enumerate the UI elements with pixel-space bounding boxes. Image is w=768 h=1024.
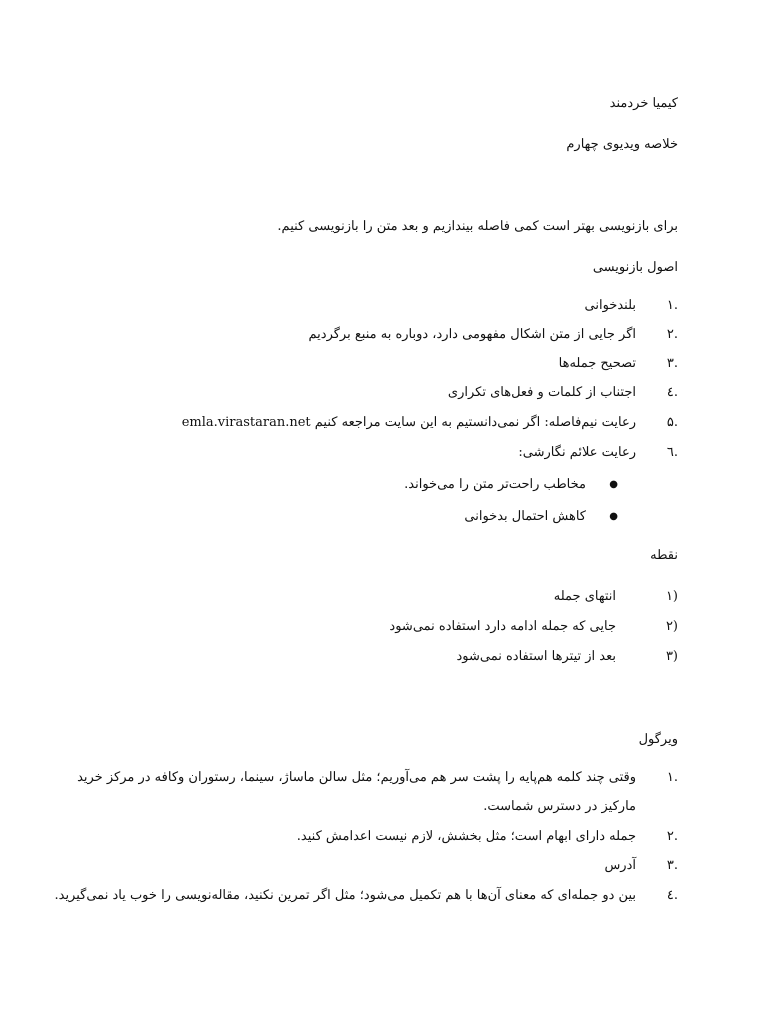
document-page: کیمیا خردمند خلاصه ویدیوی چهارم برای بازنویسی بهتر است کمی فاصله بیندازیم و بعد متن را بازنویسی کنیم. اصول بازنویسی .۱ بلندخوانی .۲ اگر جایی از متن اشکال مفهومی دارد، دوباره به منبع برگردیم .۳ تصحیح جمله‌ها .٤ اجتناب از کلمات و فعل‌های تکراری .۵ رعایت نیم‌فاصله: اگر نمی‌دانستیم به این سایت مراجعه کنیم emla.virastaran.net .٦ رعایت علائم نگارشی: ● مخاطب راحت‌تر متن را می‌خواند. ● کاهش احتمال بدخوانی نقطه (۱ انتهای جمله (۲ جایی که جمله ادامه دارد استفاده نمی‌شود (۳ بعد از تیترها استفاده نمی‌شود ویرگول .۱ وقتی چند کلمه هم‌پایه را پشت سر هم می‌آوریم؛ مثل سالن ماساژ، سینما، رستوران وکافه در مرکز خرید مارکیز در دسترس شماست. .۲ جمله دارای ابهام است؛ مثل بخشش، لازم نیست اعدامش کنید. .۳ آدرس .٤ بین دو جمله‌ای که معنای آن‌ها با هم تکمیل می‌شود؛ مثل اگر تمرین نکنید، مقاله‌نویسی را خوب یاد نمی‌گیرید. bbox=[54, 96, 678, 903]
bullet-icon: ● bbox=[609, 479, 618, 490]
document-subtitle: خلاصه ویدیوی چهارم bbox=[566, 137, 678, 152]
half-space-text: رعایت نیم‌فاصله: اگر نمی‌دانستیم به این سایت مراجعه کنیم bbox=[314, 415, 636, 430]
list-item: .۱ وقتی چند کلمه هم‌پایه را پشت سر هم می‌آوریم؛ مثل سالن ماساژ، سینما، رستوران وکافه در مرکز خرید مارکیز در دسترس شماست. bbox=[77, 770, 678, 814]
comma-heading: ویرگول bbox=[638, 732, 678, 747]
principles-heading: اصول بازنویسی bbox=[592, 260, 678, 275]
intro-paragraph: برای بازنویسی بهتر است کمی فاصله بیندازیم و بعد متن را بازنویسی کنیم. bbox=[277, 219, 678, 234]
bullet-icon: ● bbox=[609, 511, 618, 522]
dot-heading: نقطه bbox=[650, 548, 678, 563]
emla-site-link[interactable]: emla.virastaran.net bbox=[181, 415, 311, 430]
author-name: کیمیا خردمند bbox=[609, 96, 678, 111]
